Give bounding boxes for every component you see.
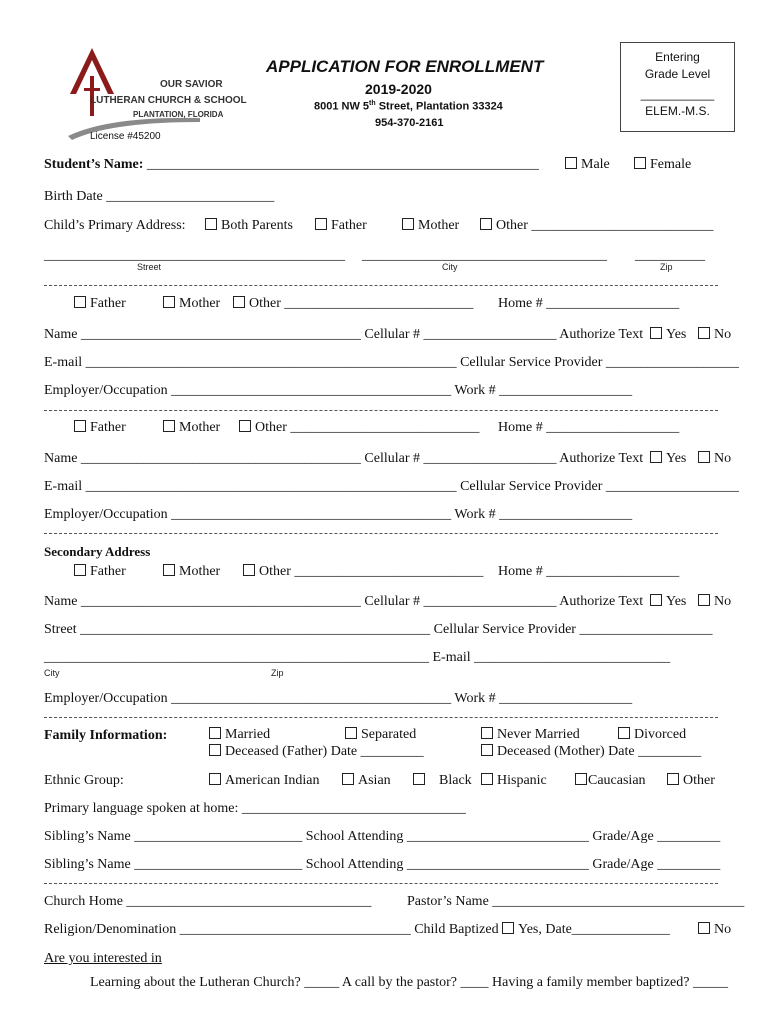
address-other-checkbox[interactable] (480, 218, 492, 230)
secondary-other-checkbox[interactable] (243, 564, 255, 576)
male-option[interactable] (565, 157, 610, 173)
parent2-mother-option[interactable] (163, 420, 220, 436)
parent1-name-row[interactable]: Name ________________________________________ Cellular # ___________________ Authorize Text (44, 327, 644, 342)
baptized-yes-label: Yes, Date______________ (518, 922, 670, 937)
logo-line-3: PLANTATION, FLORIDA (133, 110, 224, 119)
secondary-street-row[interactable]: Street __________________________________________________ Cellular Service Provider ___________________ (44, 622, 713, 637)
female-option[interactable] (634, 157, 691, 173)
both-parents-checkbox[interactable] (205, 218, 217, 230)
divorced-option[interactable] (618, 727, 686, 743)
secondary-mother-option[interactable] (163, 564, 220, 580)
secondary-father-option[interactable] (74, 564, 126, 580)
address-father-option[interactable] (315, 218, 367, 234)
parent2-home-phone[interactable]: Home # ___________________ (498, 420, 680, 435)
grade-level-box (620, 42, 735, 132)
separated-checkbox[interactable] (345, 727, 357, 739)
parent2-father-checkbox[interactable] (74, 420, 86, 432)
baptized-yes-checkbox[interactable] (502, 922, 514, 934)
parent1-text-no-checkbox[interactable] (698, 327, 710, 339)
secondary-father-label: Father (90, 564, 126, 579)
parent2-mother-label: Mother (179, 420, 221, 435)
address-street: Street, Plantation 33324 (375, 100, 503, 113)
address-father-checkbox[interactable] (315, 218, 327, 230)
city-caption: City (442, 262, 458, 272)
female-checkbox[interactable] (634, 157, 646, 169)
ethnic-other-checkbox[interactable] (667, 773, 679, 785)
parent1-father-label: Father (90, 296, 126, 311)
parent1-mother-option[interactable] (163, 296, 220, 312)
never-married-label: Never Married (497, 727, 580, 742)
street-field[interactable]: ___________________________________________ (44, 248, 345, 263)
divider (44, 533, 718, 534)
primary-language-field[interactable]: Primary language spoken at home: ________________________________ (44, 801, 466, 816)
hispanic-label: Hispanic (497, 773, 547, 788)
secondary-employer-row[interactable]: Employer/Occupation ________________________________________ Work # ___________________ (44, 691, 633, 706)
deceased-father-checkbox[interactable] (209, 744, 221, 756)
secondary-address-heading: Secondary Address (44, 544, 151, 559)
form-title: APPLICATION FOR ENROLLMENT (266, 57, 544, 76)
parent2-other-label: Other ___________________________ (255, 420, 480, 435)
grade-box-line-1: Entering (655, 50, 700, 64)
never-married-option[interactable] (481, 727, 580, 743)
interest-questions[interactable]: Learning about the Lutheran Church? _____ A call by the pastor? ____ Having a family member baptized? _____ (90, 975, 728, 990)
birth-date-field[interactable]: Birth Date ________________________ (44, 189, 275, 204)
parent1-home-phone[interactable]: Home # ___________________ (498, 296, 680, 311)
address-number: 8001 NW 5 (314, 100, 370, 113)
baptized-no-option[interactable] (698, 922, 731, 938)
family-info-label: Family Information: (44, 728, 168, 743)
parent1-text-yes[interactable] (650, 327, 686, 343)
divider (44, 717, 718, 718)
parent1-other-checkbox[interactable] (233, 296, 245, 308)
divider (44, 285, 718, 286)
deceased-father-label: Deceased (Father) Date _________ (225, 744, 424, 759)
deceased-mother-label: Deceased (Mother) Date _________ (497, 744, 702, 759)
zip-caption: Zip (660, 262, 673, 272)
secondary-zip-caption: Zip (271, 668, 284, 678)
parent2-text-no-label: No (714, 451, 732, 466)
student-name-row (44, 157, 539, 173)
student-name-label: Student’s Name: (44, 157, 144, 172)
american-indian-checkbox[interactable] (209, 773, 221, 785)
address-other-option[interactable] (480, 218, 713, 234)
address-father-label: Father (331, 218, 367, 233)
school-year: 2019-2020 (365, 81, 432, 97)
married-checkbox[interactable] (209, 727, 221, 739)
grade-box-line-2: Grade Level (644, 67, 711, 81)
asian-label: Asian (358, 773, 391, 788)
black-label: Black (439, 773, 472, 788)
parent2-other-option[interactable] (239, 420, 479, 436)
parent2-text-yes[interactable] (650, 451, 686, 467)
secondary-name-row[interactable]: Name ________________________________________ Cellular # ___________________ Authorize Text (44, 594, 644, 609)
caucasian-option[interactable] (575, 773, 646, 789)
separated-label: Separated (361, 727, 417, 742)
hispanic-option[interactable] (481, 773, 547, 789)
parent2-other-checkbox[interactable] (239, 420, 251, 432)
divider (44, 410, 718, 411)
deceased-mother-option[interactable] (481, 744, 701, 760)
parent2-father-label: Father (90, 420, 126, 435)
hispanic-checkbox[interactable] (481, 773, 493, 785)
married-option[interactable] (209, 727, 270, 743)
school-phone: 954-370-2161 (375, 117, 444, 129)
ethnic-other-label: Other (683, 773, 715, 788)
parent2-mother-checkbox[interactable] (163, 420, 175, 432)
parent1-text-yes-checkbox[interactable] (650, 327, 662, 339)
secondary-text-yes-checkbox[interactable] (650, 594, 662, 606)
black-option[interactable] (413, 773, 472, 789)
address-other-label: Other __________________________ (496, 218, 714, 233)
american-indian-option[interactable] (209, 773, 319, 789)
parent1-father-option[interactable] (74, 296, 126, 312)
primary-address-label: Child’s Primary Address: (44, 218, 186, 233)
american-indian-label: American Indian (225, 773, 320, 788)
parent1-text-no-label: No (714, 327, 732, 342)
secondary-father-checkbox[interactable] (74, 564, 86, 576)
parent2-text-no[interactable] (698, 451, 731, 467)
black-checkbox[interactable] (413, 773, 425, 785)
caucasian-label: Caucasian (588, 773, 646, 788)
parent1-other-option[interactable] (233, 296, 473, 312)
parent1-employer-row[interactable]: Employer/Occupation ________________________________________ Work # ___________________ (44, 383, 633, 398)
parent2-text-yes-checkbox[interactable] (650, 451, 662, 463)
parent1-mother-checkbox[interactable] (163, 296, 175, 308)
address-mother-checkbox[interactable] (402, 218, 414, 230)
parent1-text-no[interactable] (698, 327, 731, 343)
secondary-mother-checkbox[interactable] (163, 564, 175, 576)
sibling-row-2[interactable]: Sibling’s Name ________________________ School Attending __________________________ Grade/Age _________ (44, 857, 721, 872)
married-label: Married (225, 727, 271, 742)
parent2-text-no-checkbox[interactable] (698, 451, 710, 463)
baptized-no-label: No (714, 922, 732, 937)
ethnic-group-label: Ethnic Group: (44, 773, 124, 788)
pastor-name-field[interactable]: Pastor’s Name ____________________________________ (407, 894, 745, 909)
secondary-other-option[interactable] (243, 564, 483, 580)
female-label: Female (650, 157, 692, 172)
ethnic-other-option[interactable] (667, 773, 715, 789)
divorced-label: Divorced (634, 727, 687, 742)
student-name-field[interactable]: ________________________________________________________ (146, 157, 539, 172)
address-mother-option[interactable] (402, 218, 459, 234)
secondary-city-email-row[interactable]: _______________________________________________________ E-mail ____________________________ (44, 650, 671, 665)
parent2-text-yes-label: Yes (666, 451, 687, 466)
secondary-text-no-label: No (714, 594, 732, 609)
address-superscript: th (369, 100, 376, 107)
secondary-text-no[interactable] (698, 594, 731, 610)
parent1-other-label: Other ___________________________ (249, 296, 474, 311)
church-home-field[interactable]: Church Home ___________________________________ (44, 894, 372, 909)
grade-box-line-3: ELEM.-M.S. (645, 104, 710, 118)
license-number: License #45200 (90, 131, 161, 142)
male-label: Male (581, 157, 610, 172)
secondary-other-label: Other ___________________________ (259, 564, 484, 579)
both-parents-label: Both Parents (221, 218, 293, 233)
parent1-mother-label: Mother (179, 296, 221, 311)
secondary-city-caption: City (44, 668, 60, 678)
parent2-employer-row[interactable]: Employer/Occupation ________________________________________ Work # ___________________ (44, 507, 633, 522)
street-caption: Street (137, 262, 162, 272)
secondary-text-yes-label: Yes (666, 594, 687, 609)
never-married-checkbox[interactable] (481, 727, 493, 739)
separated-option[interactable] (345, 727, 416, 743)
parent1-text-yes-label: Yes (666, 327, 687, 342)
city-field[interactable]: ___________________________________ (362, 248, 607, 263)
address-mother-label: Mother (418, 218, 460, 233)
divider (44, 883, 718, 884)
male-checkbox[interactable] (565, 157, 577, 169)
secondary-home-phone[interactable]: Home # ___________________ (498, 564, 680, 579)
logo-line-1: OUR SAVIOR (160, 79, 223, 90)
parent2-email-row[interactable]: E-mail _____________________________________________________ Cellular Service Provider ___________________ (44, 479, 739, 494)
logo-line-2: LUTHERAN CHURCH & SCHOOL (90, 95, 247, 106)
parent1-email-row[interactable]: E-mail _____________________________________________________ Cellular Service Provider ___________________ (44, 355, 739, 370)
deceased-father-option[interactable] (209, 744, 424, 760)
parent2-name-row[interactable]: Name ________________________________________ Cellular # ___________________ Authorize Text (44, 451, 644, 466)
parent2-father-option[interactable] (74, 420, 126, 436)
divorced-checkbox[interactable] (618, 727, 630, 739)
asian-checkbox[interactable] (342, 773, 354, 785)
secondary-mother-label: Mother (179, 564, 221, 579)
religion-row[interactable]: Religion/Denomination _________________________________ Child Baptized (44, 922, 499, 937)
baptized-no-checkbox[interactable] (698, 922, 710, 934)
secondary-text-yes[interactable] (650, 594, 686, 610)
grade-level-blank[interactable]: ___________ (640, 87, 715, 101)
interest-heading: Are you interested in (44, 951, 162, 966)
sibling-row-1[interactable]: Sibling’s Name ________________________ School Attending __________________________ Grade/Age _________ (44, 829, 721, 844)
school-address (314, 100, 503, 113)
parent1-father-checkbox[interactable] (74, 296, 86, 308)
asian-option[interactable] (342, 773, 391, 789)
deceased-mother-checkbox[interactable] (481, 744, 493, 756)
baptized-yes-option[interactable] (502, 922, 670, 938)
zip-field[interactable]: __________ (635, 248, 705, 263)
both-parents-option[interactable] (205, 218, 293, 234)
caucasian-checkbox[interactable] (575, 773, 587, 785)
secondary-text-no-checkbox[interactable] (698, 594, 710, 606)
